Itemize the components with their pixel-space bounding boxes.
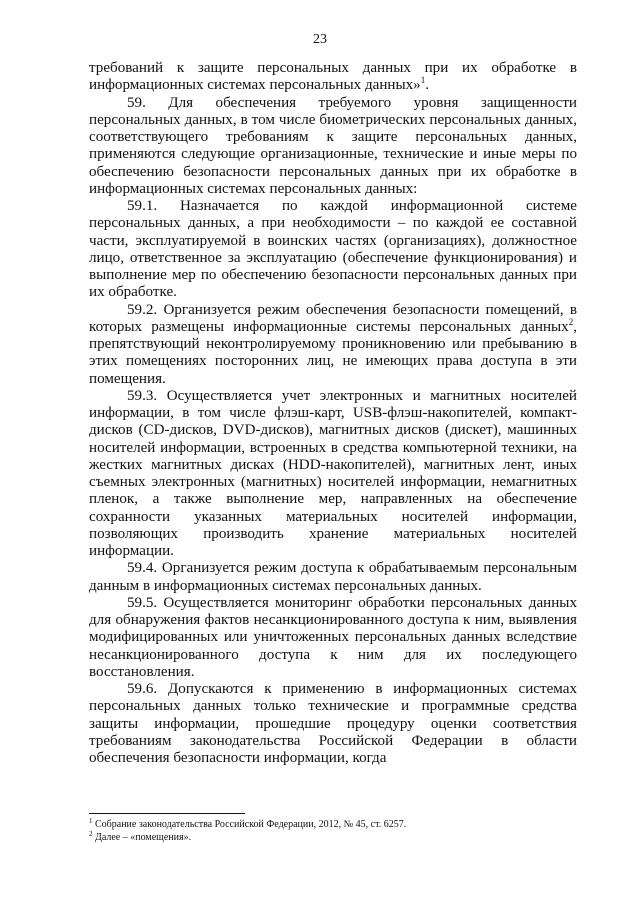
footnote-mark: 2 xyxy=(89,830,93,838)
paragraph-59-2 xyxy=(89,302,577,388)
paragraph-text: 59.1. Назначается по каждой информационной системе персональных данных, а при необходимости – по каждой ее составной части, эксплуатируемой в воинских частях (организациях), должностное лицо, ответственное за эксплуатацию (обеспечение функционирования) и выполнение мер по обеспечению безопасности персональных данных при их обработке. xyxy=(89,198,577,301)
paragraph-text: 59. Для обеспечения требуемого уровня защищенности персональных данных, в том числе биометрических персональных данных, соответствующего требованиям к защите персональных данных, применяются следующие организационные, технические и иные меры по обеспечению безопасности персональных данных при их обработке в информационных системах персональных данных: xyxy=(89,94,577,197)
footnote-text: Собрание законодательства Российской Федерации, 2012, № 45, ст. 6257. xyxy=(95,819,407,830)
paragraph-text: 59.2. Организуется режим обеспечения безопасности помещений, в которых размещены информационные системы персональных данных xyxy=(89,301,577,335)
footnote-reference: 1 xyxy=(420,75,426,86)
paragraph-59-4 xyxy=(89,560,577,595)
footnote-reference: 2 xyxy=(568,316,574,327)
body-text xyxy=(89,60,577,767)
paragraph-59-6 xyxy=(89,681,577,767)
paragraph-text-after-ref: . xyxy=(425,77,429,94)
paragraph-59-1 xyxy=(89,198,577,302)
paragraph-text: 59.6. Допускаются к применению в информационных системах персональных данных только технические и программные средства защиты информации, прошедшие процедуру оценки соответствия требованиям законодательства Российской Федерации в области обеспечения безопасности информации, когда xyxy=(89,681,577,766)
paragraph-59 xyxy=(89,95,577,199)
footnote-1 xyxy=(89,818,577,831)
paragraph-text: 59.4. Организуется режим доступа к обрабатываемым персональным данным в информационных системах персональных данных. xyxy=(89,560,577,594)
footnote-separator xyxy=(89,813,245,814)
paragraph-text: 59.3. Осуществляется учет электронных и магнитных носителей информации, в том числе флэш-карт, USB-флэш-накопителей, компакт-дисков (CD-дисков, DVD-дисков), магнитных дисков (дискет), машинных носителей информации, встроенных в средства компьютерной техники, на жестких магнитных дисках (HDD-накопителей), магнитных лент, иных съемных электронных (магнитных) носителей информации, немагнитных пленок, а также выполнение мер, направленных на обеспечение сохранности указанных материальных носителей информации, позволяющих производить хранение материальных носителей информации. xyxy=(89,387,577,559)
paragraph-59-3 xyxy=(89,388,577,561)
paragraph-text-after-ref: , препятствующий неконтролируемому проникновению или пребыванию в этих помещениях посторонних лиц, не имеющих права доступа в эти помещения. xyxy=(89,318,577,387)
footnote-2 xyxy=(89,831,577,844)
footnotes xyxy=(89,818,577,844)
paragraph-text: 59.5. Осуществляется мониторинг обработки персональных данных для обнаружения фактов несанкционированного доступа к ним, выявления модифицированных или уничтоженных персональных данных вследствие несанкционированного доступа к ним для их последующего восстановления. xyxy=(89,594,577,680)
page-number: 23 xyxy=(313,32,327,47)
paragraph-59-5 xyxy=(89,595,577,681)
footnote-text: Далее – «помещения». xyxy=(95,832,192,843)
paragraph-continuation xyxy=(89,60,577,95)
footnote-mark: 1 xyxy=(89,817,93,825)
paragraph-text: требований к защите персональных данных при их обработке в информационных системах персональных данных» xyxy=(89,60,577,94)
